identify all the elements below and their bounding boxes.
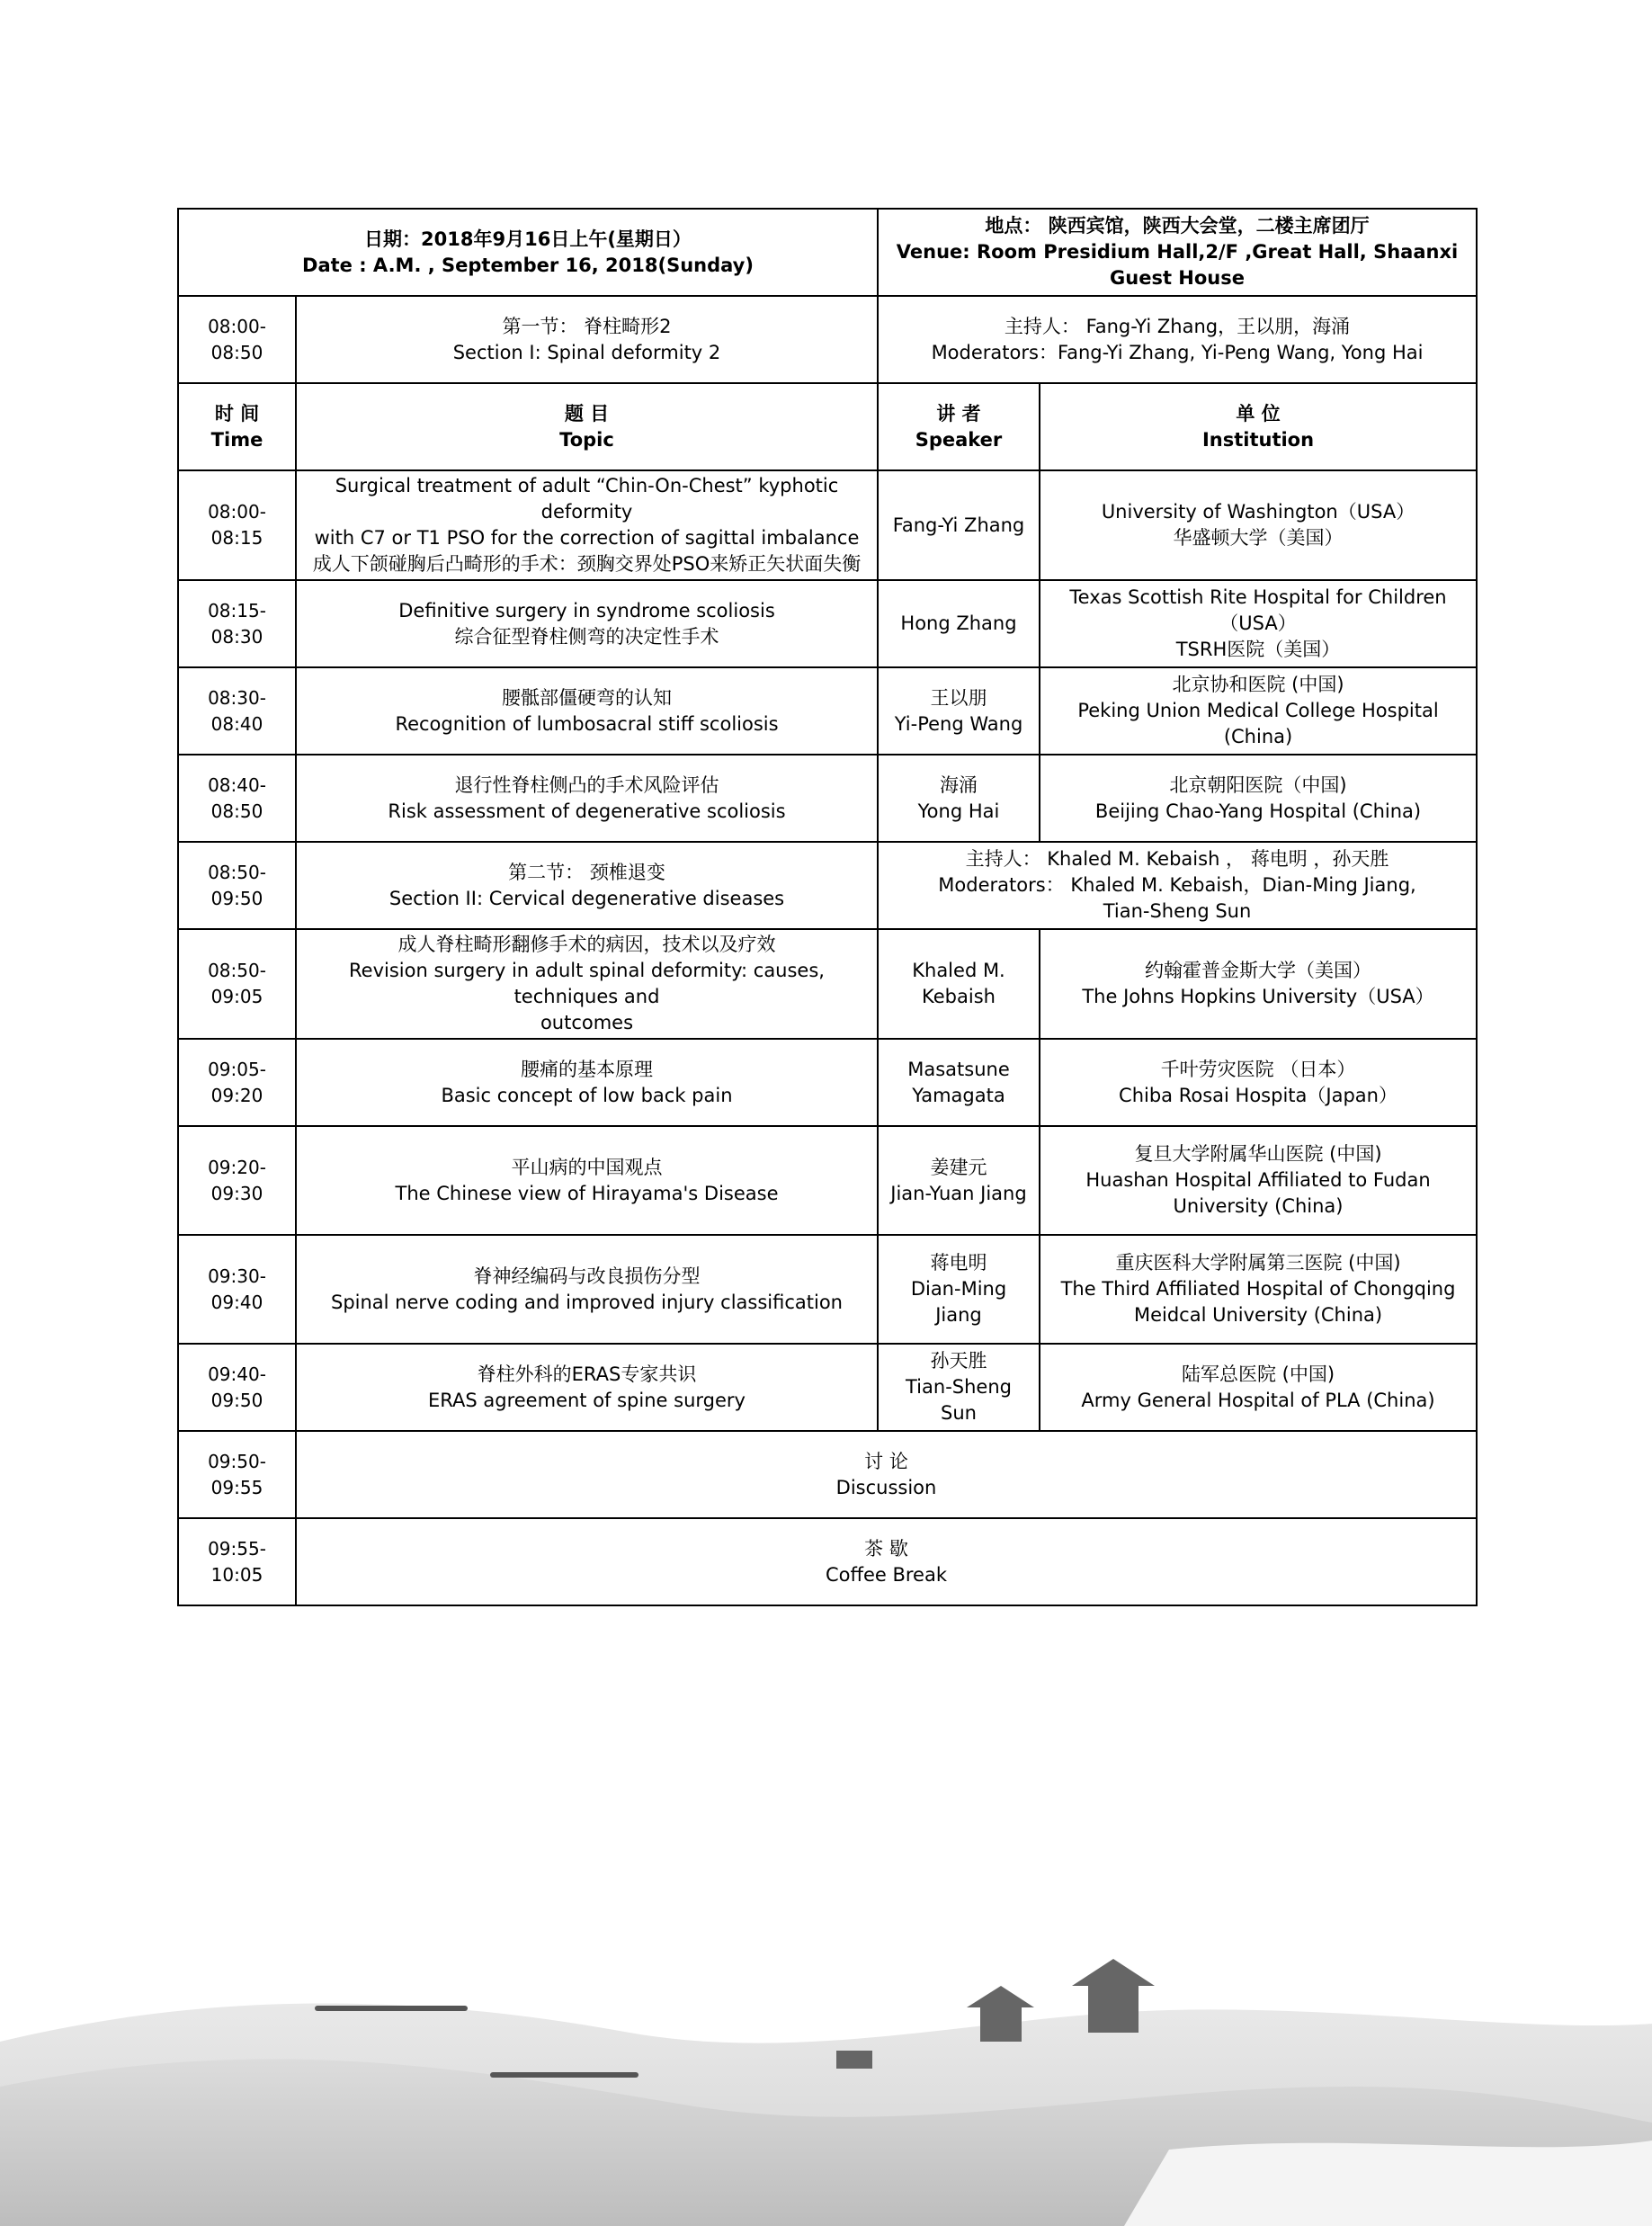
section-title-cn: 第二节： 颈椎退变 [508,861,665,883]
institution-line: TSRH医院（美国） [1175,639,1341,660]
moderators-cn: 主持人： Fang-Yi Zhang，王以朋，海涌 [1004,315,1351,337]
schedule-table [177,208,1478,1606]
institution-line: Chiba Rosai Hospita（Japan） [1119,1084,1398,1106]
talk-row [178,929,1477,1039]
talk-time: 09:05-09:20 [178,1039,296,1126]
topic-line: with C7 or T1 PSO for the correction of sagittal imbalance [314,527,860,549]
desert-scenery-illustration [0,1934,1652,2226]
talk-row [178,470,1477,580]
talk-topic [296,470,878,580]
institution-line: University (China) [1173,1195,1344,1217]
topic-line: 脊柱外科的ERAS专家共识 [477,1363,697,1385]
talk-topic [296,1235,878,1344]
talk-time: 09:40-09:50 [178,1344,296,1431]
col-speaker-cn: 讲 者 [936,402,981,425]
break-label-en: Discussion [835,1476,937,1498]
date-cn: 日期：2018年9月16日上午(星期日） [364,228,692,250]
talk-speaker [878,1039,1040,1126]
institution-line: 陆军总医院 (中国) [1181,1363,1335,1385]
speaker-line: Tian-Sheng Sun [906,1376,1012,1424]
moderators-en: Moderators：Fang-Yi Zhang, Yi-Peng Wang, Yong Hai [931,341,1424,363]
speaker-line: 海涌 [940,773,978,796]
talk-row [178,755,1477,842]
talk-row [178,1235,1477,1344]
topic-line: 平山病的中国观点 [511,1156,663,1178]
talk-topic [296,755,878,842]
institution-line: 约翰霍普金斯大学（美国） [1145,960,1371,981]
col-institution-header [1040,383,1477,470]
talk-topic [296,667,878,755]
column-headers [178,383,1477,470]
institution-line: Army General Hospital of PLA (China) [1081,1389,1435,1411]
speaker-line: Khaled M. [912,960,1005,981]
topic-line: ERAS agreement of spine surgery [428,1389,746,1411]
talk-time: 08:50-09:05 [178,929,296,1039]
speaker-line: Yi-Peng Wang [894,712,1023,735]
break-label [296,1518,1477,1605]
speaker-line: Yamagata [912,1084,1005,1106]
talk-row [178,1126,1477,1235]
section-time: 08:00-08:50 [178,296,296,383]
schedule-header [178,209,1477,296]
institution-line: The Third Affiliated Hospital of Chongqing [1060,1278,1456,1300]
institution-line: 重庆医科大学附属第三医院 (中国) [1115,1252,1401,1274]
section-title-cn: 第一节： 脊柱畸形2 [502,315,672,337]
col-time-en: Time [210,428,263,451]
speaker-line: 孙天胜 [930,1350,987,1372]
talk-row [178,580,1477,667]
institution-line: Peking Union Medical College Hospital (China) [1077,700,1439,747]
institution-line: Huashan Hospital Affiliated to Fudan [1085,1169,1431,1191]
institution-line: 复旦大学附属华山医院 (中国) [1134,1143,1382,1165]
talk-time: 08:00-08:15 [178,470,296,580]
talk-time: 09:30-09:40 [178,1235,296,1344]
topic-line: 脊神经编码与改良损伤分型 [473,1265,701,1287]
speaker-line: Fang-Yi Zhang [892,514,1025,536]
moderators-en-cont: Tian-Sheng Sun [1103,900,1252,922]
institution-line: Texas Scottish Rite Hospital for Children（USA） [1069,586,1447,634]
talk-topic [296,580,878,667]
col-institution-cn: 单 位 [1236,402,1281,425]
col-topic-header [296,383,878,470]
talk-institution [1040,1126,1477,1235]
institution-line: The Johns Hopkins University（USA） [1082,986,1434,1007]
talk-time: 08:40-08:50 [178,755,296,842]
talk-topic [296,1344,878,1431]
dune-highlight [1124,2141,1652,2226]
talk-institution [1040,1039,1477,1126]
institution-line: 华盛顿大学（美国） [1173,527,1344,549]
break-time: 09:50-09:55 [178,1431,296,1518]
section-title [296,296,878,383]
break-label-en: Coffee Break [825,1563,948,1586]
topic-line: Risk assessment of degenerative scoliosis [388,800,786,822]
institution-line: 北京协和医院 (中国) [1172,674,1344,695]
col-topic-en: Topic [559,428,614,451]
break-row [178,1431,1477,1518]
talk-institution [1040,470,1477,580]
venue-cn: 地点： 陕西宾馆，陕西大会堂，二楼主席团厅 [985,215,1370,237]
col-institution-en: Institution [1201,428,1315,451]
break-label-cn: 茶 歇 [864,1537,908,1560]
section-time: 08:50-09:50 [178,842,296,929]
talk-row [178,667,1477,755]
date-cell [178,209,878,296]
col-time-cn: 时 间 [214,402,260,425]
speaker-line: Kebaish [922,986,996,1007]
talk-speaker [878,667,1040,755]
moderators-cn: 主持人： Khaled M. Kebaish ， 蒋电明 ，孙天胜 [965,848,1389,870]
topic-line: The Chinese view of Hirayama's Disease [395,1182,779,1204]
talk-speaker [878,580,1040,667]
section-title-en: Section II: Cervical degenerative diseases [388,887,785,909]
speaker-line: Yong Hai [917,800,1000,822]
institution-line: Beijing Chao-Yang Hospital (China) [1094,800,1422,822]
section-row [178,842,1477,929]
institution-line: University of Washington（USA） [1101,501,1415,523]
topic-line: 成人脊柱畸形翻修手术的病因，技术以及疗效 [397,934,776,955]
talk-speaker [878,1344,1040,1431]
section-title [296,842,878,929]
talk-institution [1040,755,1477,842]
col-speaker-header [878,383,1040,470]
section-moderators [878,296,1477,383]
topic-line: Revision surgery in adult spinal deformity: causes, techniques and [349,960,825,1007]
break-time: 09:55-10:05 [178,1518,296,1605]
col-topic-cn: 题 目 [564,402,610,425]
topic-line: Definitive surgery in syndrome scoliosis [398,599,775,621]
talk-institution [1040,667,1477,755]
date-en: Date : A.M. , September 16, 2018(Sunday) [302,254,754,276]
talk-institution [1040,1344,1477,1431]
talk-row [178,1039,1477,1126]
section-title-en: Section I: Spinal deformity 2 [452,341,721,363]
talk-topic [296,929,878,1039]
topic-line: 退行性脊柱侧凸的手术风险评估 [454,773,719,796]
topic-line: Basic concept of low back pain [441,1084,733,1106]
talk-speaker [878,470,1040,580]
venue-en: Venue: Room Presidium Hall,2/F ,Great Hall, Shaanxi Guest House [896,241,1459,289]
talk-time: 08:30-08:40 [178,667,296,755]
speaker-line: Hong Zhang [900,612,1017,634]
topic-line: Spinal nerve coding and improved injury classification [331,1291,843,1313]
topic-line: 腰骶部僵硬弯的认知 [502,686,672,709]
talk-topic [296,1126,878,1235]
topic-line: 综合征型脊柱侧弯的决定性手术 [454,625,719,648]
talk-time: 09:20-09:30 [178,1126,296,1235]
talk-speaker [878,929,1040,1039]
topic-line: Surgical treatment of adult “Chin-On-Chest” kyphotic deformity [335,475,839,523]
institution-line: 千叶劳灾医院 （日本） [1160,1058,1356,1080]
talk-topic [296,1039,878,1126]
talk-row [178,1344,1477,1431]
talk-time: 08:15-08:30 [178,580,296,667]
speaker-line: 姜建元 [930,1156,987,1178]
speaker-line: 蒋电明 [930,1252,987,1274]
institution-line: Meidcal University (China) [1133,1304,1383,1326]
speaker-line: Masatsune [907,1058,1010,1080]
break-label [296,1431,1477,1518]
talk-speaker [878,1235,1040,1344]
section-moderators [878,842,1477,929]
moderators-en: Moderators： Khaled M. Kebaish，Dian-Ming Jiang, [938,874,1416,896]
topic-line: Recognition of lumbosacral stiff scoliosis [395,712,779,735]
section-row [178,296,1477,383]
topic-line: 腰痛的基本原理 [521,1058,653,1080]
talk-speaker [878,755,1040,842]
col-speaker-en: Speaker [915,428,1003,451]
topic-line: 成人下颌碰胸后凸畸形的手术：颈胸交界处PSO来矫正矢状面失衡 [312,553,862,575]
venue-cell [878,209,1477,296]
speaker-line: Jian-Yuan Jiang [890,1182,1027,1204]
talk-institution [1040,929,1477,1039]
topic-line: outcomes [540,1012,634,1033]
institution-line: 北京朝阳医院（中国) [1169,773,1347,796]
break-row [178,1518,1477,1605]
speaker-line: 王以朋 [930,686,987,709]
talk-speaker [878,1126,1040,1235]
speaker-line: Dian-Ming Jiang [910,1278,1007,1326]
talk-institution [1040,580,1477,667]
talk-institution [1040,1235,1477,1344]
break-label-cn: 讨 论 [864,1450,908,1472]
col-time-header [178,383,296,470]
